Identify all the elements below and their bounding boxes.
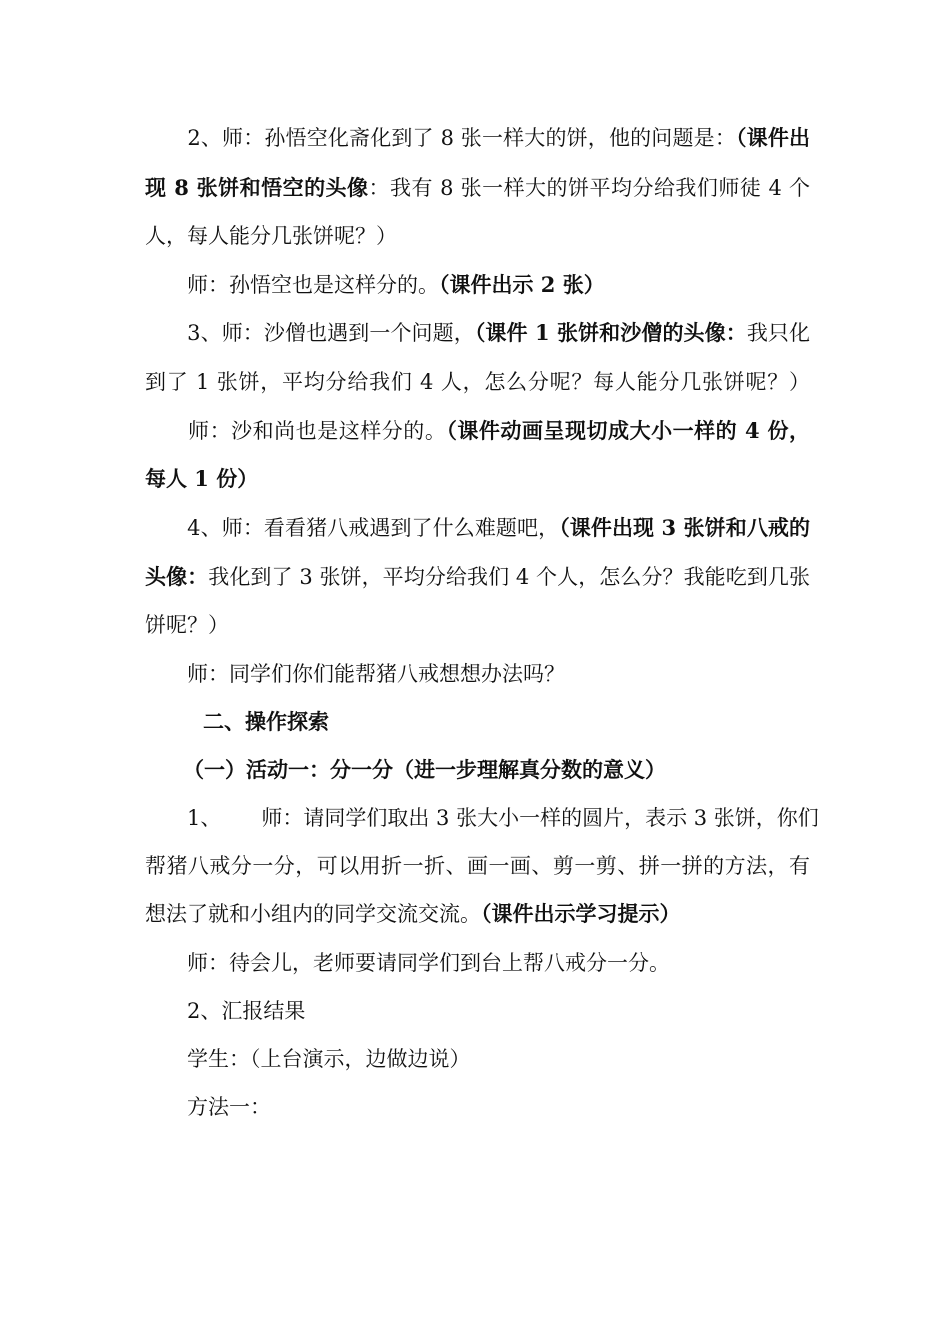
text: 师：同学们你们能帮猪八戒想想办法吗？	[145, 662, 565, 686]
step-1-line-2	[145, 851, 810, 881]
bold-text: （课件出现 3 张饼和八戒的	[559, 515, 811, 540]
text: 师：请同学们取出 3 张大小一样的圆片，表示 3 张饼，你们	[261, 806, 819, 830]
text: 师：孙悟空也是这样分的。	[145, 273, 439, 297]
text: 2、师：孙悟空化斋化到了 8 张一样大的饼，他的问题是：	[145, 126, 736, 150]
paragraph-2-line-2	[145, 173, 810, 203]
text: 帮猪八戒分一分，可以用折一折、画一画、剪一剪、拼一拼的方法，有	[145, 854, 810, 878]
text: 3、师：沙僧也遇到一个问题，	[145, 321, 475, 345]
bold-text: （课件动画呈现切成大小一样的 4 份，	[446, 418, 811, 443]
step-number: 1、	[145, 806, 222, 830]
text: 师：待会儿，老师要请同学们到台上帮八戒分一分。	[145, 951, 670, 975]
text: 方法一：	[145, 1095, 271, 1119]
heading-text: （一）活动一：分一分（进一步理解真分数的意义）	[183, 757, 666, 782]
paragraph-2-line-3	[145, 221, 810, 251]
bold-text: 头像：	[145, 564, 209, 589]
bold-text: （课件 1 张饼和沙僧的头像：	[474, 320, 747, 345]
text: 饼呢？）	[145, 613, 229, 637]
step-1-line-1	[145, 803, 819, 833]
paragraph-3-line-1	[145, 318, 810, 348]
student-line	[145, 1044, 810, 1074]
step-2-heading	[145, 996, 810, 1026]
bold-text: （课件出示学习提示）	[481, 901, 681, 926]
activity-heading	[183, 755, 848, 785]
teacher-line-2-cont	[145, 464, 810, 494]
step-1-line-3	[145, 899, 810, 929]
paragraph-4-line-1	[145, 513, 810, 543]
teacher-line-2	[145, 416, 810, 446]
bold-text: 现 8 张饼和悟空的头像	[145, 175, 369, 200]
text: ：我有 8 张一样大的饼平均分给我们师徒 4 个	[368, 176, 811, 200]
teacher-line-4	[145, 948, 810, 978]
bold-text: （课件出示 2 张）	[439, 272, 605, 297]
text: 我化到了 3 张饼，平均分给我们 4 个人，怎么分？我能吃到几张	[208, 565, 811, 589]
text: 4、师：看看猪八戒遇到了什么难题吧，	[145, 516, 560, 540]
teacher-line-3	[145, 659, 810, 689]
paragraph-4-line-2	[145, 562, 810, 592]
text: 学生：（上台演示，边做边说）	[145, 1047, 471, 1071]
heading-text: 二、操作探索	[203, 709, 329, 734]
text: 到了 1 张饼，平均分给我们 4 人，怎么分呢？每人能分几张饼呢？）	[145, 370, 810, 394]
text: 人，每人能分几张饼呢？）	[145, 224, 397, 248]
text: 师：沙和尚也是这样分的。	[145, 419, 447, 443]
bold-text: （课件出	[735, 125, 810, 150]
bold-text: 每人 1 份）	[145, 466, 259, 491]
section-heading	[203, 707, 868, 737]
method-1-line	[145, 1092, 810, 1122]
paragraph-2-line-1	[145, 123, 810, 153]
paragraph-3-line-2	[145, 367, 810, 397]
text: 想法了就和小组内的同学交流交流。	[145, 902, 481, 926]
text: 2、汇报结果	[145, 999, 306, 1023]
text: 我只化	[746, 321, 810, 345]
paragraph-4-line-3	[145, 610, 810, 640]
teacher-line-1	[145, 270, 810, 300]
